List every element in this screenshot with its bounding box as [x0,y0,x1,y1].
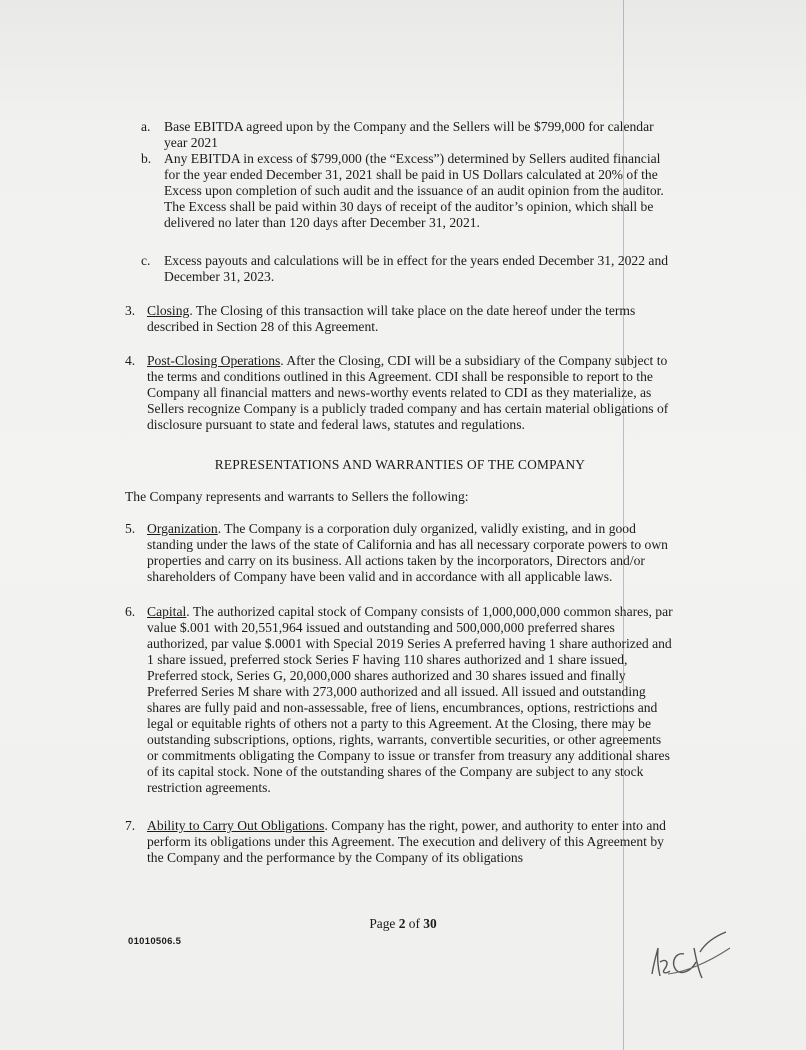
section-closing [125,303,675,335]
subitem-text: Excess payouts and calculations will be in effect for the years ended December 31, 2022 and December 31, 2023. [164,253,669,284]
subitem-text: Base EBITDA agreed upon by the Company and the Sellers will be $799,000 for calendar year 2021 [164,119,654,150]
page-of: of [405,916,424,931]
subitem-letter: c. [141,253,151,268]
section-ability [125,818,675,866]
section-number: 3. [125,303,136,318]
section-number: 7. [125,818,136,833]
document-number: 01010506.5 [128,936,182,947]
subitem-a [141,119,674,151]
subitem-text: Any EBITDA in excess of $799,000 (the “Excess”) determined by Sellers audited financial for the year ended December 31, 2021 shall be paid in US Dollars calculated at 20% of the Excess upon completion of such audit and the issuance of an audit opinion from the auditor. The Excess shall be paid within 30 days of receipt of the auditor’s opinion, which shall be delivered no later than 120 days after December 31, 2021. [164,151,664,230]
section-heading: REPRESENTATIONS AND WARRANTIES OF THE COMPANY [214,457,586,472]
intro-paragraph: The Company represents and warrants to Sellers the following: [125,489,469,504]
section-text: . The authorized capital stock of Company consists of 1,000,000,000 common shares, par value $.001 with 20,551,964 issued and outstanding and 500,000,000 preferred shares authorized, par value $.0001 with Special 2019 Series A preferred having 1 share authorized and 1 share issued, preferred stock Series F having 110 shares authorized and 1 share issued, Preferred stock, Series G, 20,000,000 shares authorized and 30 shares issued and finally Preferred Series M share with 273,000 authorized and all issued. All issued and outstanding shares are fully paid and non-assessable, free of liens, encumbrances, options, restrictions and legal or equitable rights of others not a party to this Agreement. At the Closing, there may be outstanding subscriptions, options, rights, warrants, convertible securities, or other agreements or commitments obligating the Company to issue or transfer from treasury any additional shares of its capital stock. None of the outstanding shares of the Company are subject to any stock restriction agreements. [147,604,673,795]
subitem-b [141,151,674,231]
signature-initials [640,918,740,988]
section-title: Post-Closing Operations [147,353,281,368]
section-number: 4. [125,353,136,368]
page-total: 30 [423,916,437,931]
section-title: Ability to Carry Out Obligations [147,818,325,833]
section-text: . Company has the right, power, and authority to enter into and perform its obligations under this Agreement. The execution and delivery of this Agreement by the Company and the performance by the Company of its obligations [147,818,666,865]
page-prefix: Page [369,916,399,931]
section-title: Capital [147,604,187,619]
section-text: . The Company is a corporation duly organized, validly existing, and in good standing under the laws of the state of California and has all necessary corporate powers to own properties and carry on its business. All actions taken by the incorporators, Directors and/or shareholders of Company have been valid and in accordance with all applicable laws. [147,521,668,584]
subitem-letter: a. [141,119,151,134]
section-number: 6. [125,604,136,619]
subitem-c [141,253,674,285]
section-text: . The Closing of this transaction will take place on the date hereof under the terms described in Section 28 of this Agreement. [147,303,636,334]
section-capital [125,604,675,796]
section-title: Closing [147,303,190,318]
section-post-closing [125,353,675,433]
section-text: . After the Closing, CDI will be a subsidiary of the Company subject to the terms and conditions outlined in this Agreement. CDI shall be responsible to report to the Company all financial matters and news-worthy events related to CDI as they materialize, as Sellers recognize Company is a publicly traded company and has certain material obligations of disclosure pursuant to state and federal laws, statutes and regulations. [147,353,669,432]
section-number: 5. [125,521,136,536]
section-organization [125,521,675,585]
page-current: 2 [398,916,406,931]
section-title: Organization [147,521,218,536]
subitem-letter: b. [141,151,152,166]
